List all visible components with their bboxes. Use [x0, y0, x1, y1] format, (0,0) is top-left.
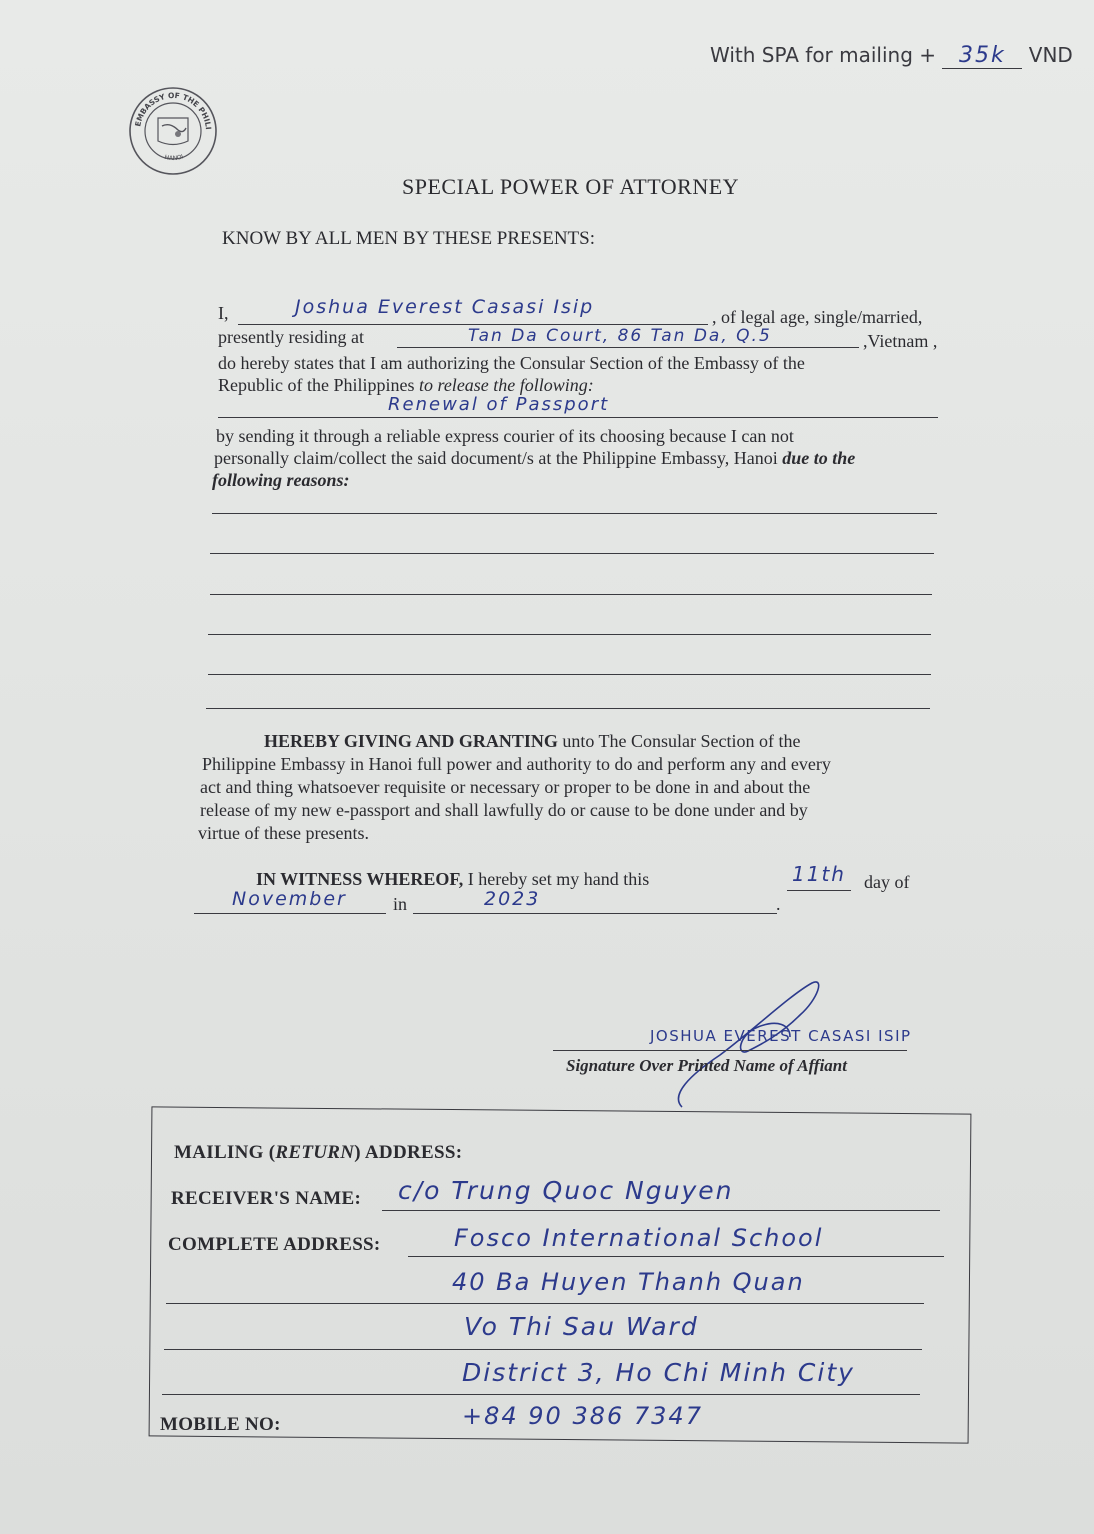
- signature-caption: Signature Over Printed Name of Affiant: [566, 1056, 847, 1075]
- republic-text-a: Republic of the Philippines: [218, 375, 415, 395]
- signature-line: [553, 1050, 907, 1051]
- i-label: I,: [218, 303, 229, 323]
- printed-name-handwritten: JOSHUA EVEREST CASASI ISIP: [650, 1027, 912, 1045]
- address-line-2-handwritten: 40 Ba Huyen Thanh Quan: [452, 1268, 805, 1296]
- reasons-label: following reasons:: [212, 470, 350, 490]
- mailing-fee-note: [710, 43, 1073, 69]
- complete-address-label: COMPLETE ADDRESS:: [168, 1234, 381, 1255]
- witness-year-handwritten: 2023: [484, 888, 541, 910]
- reason-line-6: [206, 708, 930, 709]
- witness-period: .: [776, 894, 781, 914]
- know-all-heading: KNOW BY ALL MEN BY THESE PRESENTS:: [222, 228, 595, 249]
- mailing-header-a: MAILING (: [174, 1142, 276, 1163]
- granting-line-2: Philippine Embassy in Hanoi full power and authority to do and perform any and every: [202, 754, 831, 774]
- fee-note-suffix: VND: [1028, 43, 1073, 67]
- mailing-header-c: ) ADDRESS:: [354, 1142, 463, 1163]
- residing-label: presently residing at: [218, 327, 364, 347]
- reason-line-2: [210, 553, 934, 554]
- release-following-text: to release the following:: [418, 375, 594, 395]
- in-text: in: [393, 894, 408, 914]
- receiver-name-label: RECEIVER'S NAME:: [171, 1188, 362, 1209]
- granting-line-5: virtue of these presents.: [198, 823, 369, 843]
- seal-top-text: EMBASSY OF THE PHILI: [133, 90, 213, 130]
- affiant-name-handwritten: Joshua Everest Casasi Isip: [295, 296, 595, 318]
- granting-line-3: act and thing whatsoever requisite or necessary or proper to be done in and about the: [200, 777, 811, 797]
- reason-line-5: [208, 674, 931, 675]
- granting-line-1: [264, 730, 801, 753]
- mailing-header: [174, 1142, 462, 1164]
- embassy-seal: [128, 86, 218, 176]
- affiant-signature: [640, 975, 840, 1115]
- vietnam-text: ,Vietnam ,: [863, 331, 938, 351]
- legal-age-text: , of legal age, single/married,: [712, 307, 923, 327]
- reason-line-4: [208, 634, 931, 635]
- mobile-number-handwritten: +84 90 386 7347: [462, 1402, 703, 1430]
- address-line-4-handwritten: District 3, Ho Chi Minh City: [462, 1358, 855, 1387]
- granting-line-1-rest: unto The Consular Section of the: [562, 731, 801, 751]
- residence-address-handwritten: Tan Da Court, 86 Tan Da, Q.5: [468, 326, 772, 346]
- address-line-1-handwritten: Fosco International School: [454, 1224, 824, 1252]
- authorizing-text: do hereby states that I am authorizing the Consular Section of the Embassy of the: [218, 353, 805, 373]
- mobile-label: MOBILE NO:: [160, 1414, 281, 1435]
- address-line-3-handwritten: Vo Thi Sau Ward: [464, 1312, 699, 1341]
- mailing-header-return: RETURN: [275, 1142, 355, 1163]
- day-of-text: day of: [864, 872, 910, 892]
- witness-label: IN WITNESS WHEREOF,: [256, 869, 464, 889]
- courier-text: by sending it through a reliable express courier of its choosing because I can not: [216, 426, 794, 446]
- claim-text: [214, 447, 855, 470]
- reason-line-3: [210, 594, 932, 595]
- witness-text: I hereby set my hand this: [467, 869, 650, 889]
- claim-text-a: personally claim/collect the said document/s at the Philippine Embassy, Hanoi: [214, 448, 778, 468]
- seal-bottom-text: HANOI: [163, 153, 185, 163]
- document-title: SPECIAL POWER OF ATTORNEY: [402, 174, 740, 199]
- granting-heading: HEREBY GIVING AND GRANTING: [264, 731, 558, 751]
- witness-day-handwritten: 11th: [792, 862, 846, 886]
- granting-line-4: release of my new e-passport and shall lawfully do or cause to be done under and by: [200, 800, 808, 820]
- reason-line-1: [212, 513, 937, 514]
- receiver-name-handwritten: c/o Trung Quoc Nguyen: [398, 1176, 734, 1205]
- witness-month-handwritten: November: [232, 888, 347, 910]
- release-item-handwritten: Renewal of Passport: [388, 394, 610, 415]
- due-to-text: due to the: [782, 448, 856, 468]
- fee-amount-handwritten: 35k: [942, 43, 1022, 69]
- fee-note-prefix: With SPA for mailing +: [710, 43, 937, 67]
